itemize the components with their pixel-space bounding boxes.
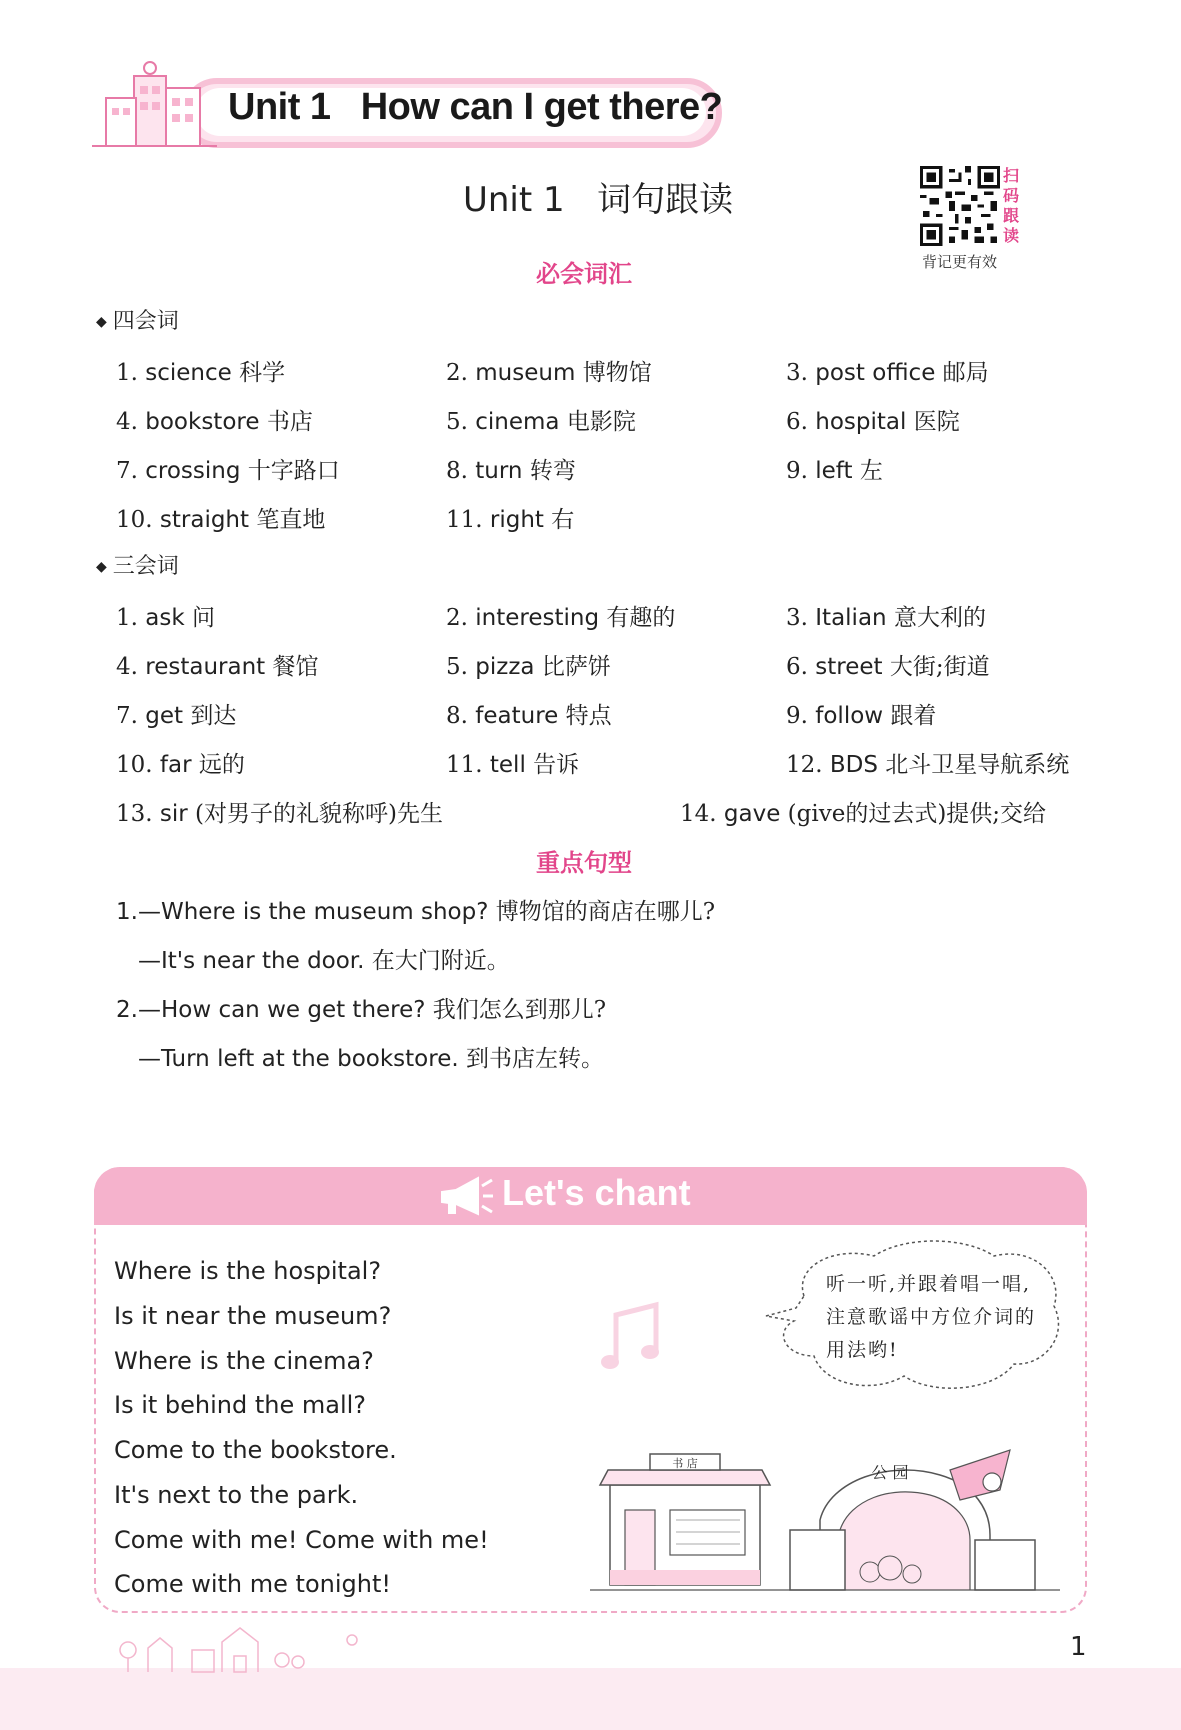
music-note-icon bbox=[596, 1290, 676, 1390]
vocab-section-title: 必会词汇 bbox=[536, 260, 632, 288]
vocab-item: 3. post office 邮局 bbox=[786, 360, 989, 386]
vocab-item: 6. street 大街;街道 bbox=[786, 654, 990, 680]
buildings-illustration bbox=[92, 58, 222, 153]
chant-line: Come with me tonight! bbox=[114, 1570, 391, 1598]
footer-town-illustration bbox=[112, 1620, 372, 1680]
chant-line: Is it behind the mall? bbox=[114, 1391, 367, 1419]
sentence-section-title: 重点句型 bbox=[536, 849, 632, 877]
vocab-item: 4. restaurant 餐馆 bbox=[116, 654, 319, 680]
vocab-item: 2. interesting 有趣的 bbox=[446, 605, 676, 631]
chant-title: Let's chant bbox=[502, 1172, 691, 1213]
four-skill-heading: ◆ 四会词 bbox=[96, 309, 179, 334]
three-skill-heading: ◆ 三会词 bbox=[96, 554, 179, 579]
sentence-question: 2.—How can we get there? 我们怎么到那儿? bbox=[116, 997, 607, 1023]
vocab-item: 12. BDS 北斗卫星导航系统 bbox=[786, 752, 1070, 778]
sentence-answer: —Turn left at the bookstore. 到书店左转。 bbox=[138, 1046, 604, 1072]
bookstore-park-illustration bbox=[590, 1440, 1070, 1600]
park-sign: 公 园 bbox=[871, 1463, 909, 1482]
chant-line: Where is the cinema? bbox=[114, 1347, 374, 1375]
vocab-item: 5. cinema 电影院 bbox=[446, 409, 636, 435]
chant-line: Come to the bookstore. bbox=[114, 1436, 397, 1464]
megaphone-icon bbox=[438, 1174, 494, 1220]
vocab-item: 11. tell 告诉 bbox=[446, 752, 580, 778]
vocab-item: 13. sir (对男子的礼貌称呼)先生 bbox=[116, 801, 443, 827]
vocab-item: 6. hospital 医院 bbox=[786, 409, 960, 435]
chant-line: Where is the hospital? bbox=[114, 1257, 382, 1285]
vocab-item: 7. crossing 十字路口 bbox=[116, 458, 340, 484]
vocab-item: 9. follow 跟着 bbox=[786, 703, 937, 729]
vocab-item: 11. right 右 bbox=[446, 507, 575, 533]
vocab-item: 7. get 到达 bbox=[116, 703, 237, 729]
vocab-item: 3. Italian 意大利的 bbox=[786, 605, 986, 631]
vocab-item: 10. straight 笔直地 bbox=[116, 507, 326, 533]
chant-line: Is it near the museum? bbox=[114, 1302, 392, 1330]
chant-line: Come with me! Come with me! bbox=[114, 1526, 489, 1554]
vocab-item: 8. turn 转弯 bbox=[446, 458, 576, 484]
vocab-item: 5. pizza 比萨饼 bbox=[446, 654, 611, 680]
unit-title: Unit 1 How can I get there? bbox=[228, 86, 723, 128]
vocab-item: 4. bookstore 书店 bbox=[116, 409, 313, 435]
sentence-answer: —It's near the door. 在大门附近。 bbox=[138, 948, 510, 974]
diamond-bullet-icon: ◆ bbox=[96, 559, 107, 575]
qr-side-label: 扫码跟读 bbox=[1003, 166, 1020, 245]
page-number: 1 bbox=[1070, 1632, 1087, 1662]
vocab-item: 1. science 科学 bbox=[116, 360, 286, 386]
vocab-item: 14. gave (give的过去式)提供;交给 bbox=[680, 801, 1047, 827]
vocab-item: 8. feature 特点 bbox=[446, 703, 612, 729]
diamond-bullet-icon: ◆ bbox=[96, 314, 107, 330]
vocab-item: 2. museum 博物馆 bbox=[446, 360, 652, 386]
qr-code-icon[interactable] bbox=[920, 166, 1000, 246]
store-sign: 书 店 bbox=[672, 1457, 698, 1470]
chant-line: It's next to the park. bbox=[114, 1481, 359, 1509]
page-subtitle: Unit 1 词句跟读 bbox=[463, 180, 734, 220]
vocab-item: 10. far 远的 bbox=[116, 752, 245, 778]
bubble-text: 听一听,并跟着唱一唱,注意歌谣中方位介词的用法哟! bbox=[826, 1273, 1037, 1361]
vocab-item: 1. ask 问 bbox=[116, 605, 215, 631]
sentence-question: 1.—Where is the museum shop? 博物馆的商店在哪儿? bbox=[116, 899, 716, 925]
qr-caption: 背记更有效 bbox=[922, 253, 998, 271]
vocab-item: 9. left 左 bbox=[786, 458, 883, 484]
